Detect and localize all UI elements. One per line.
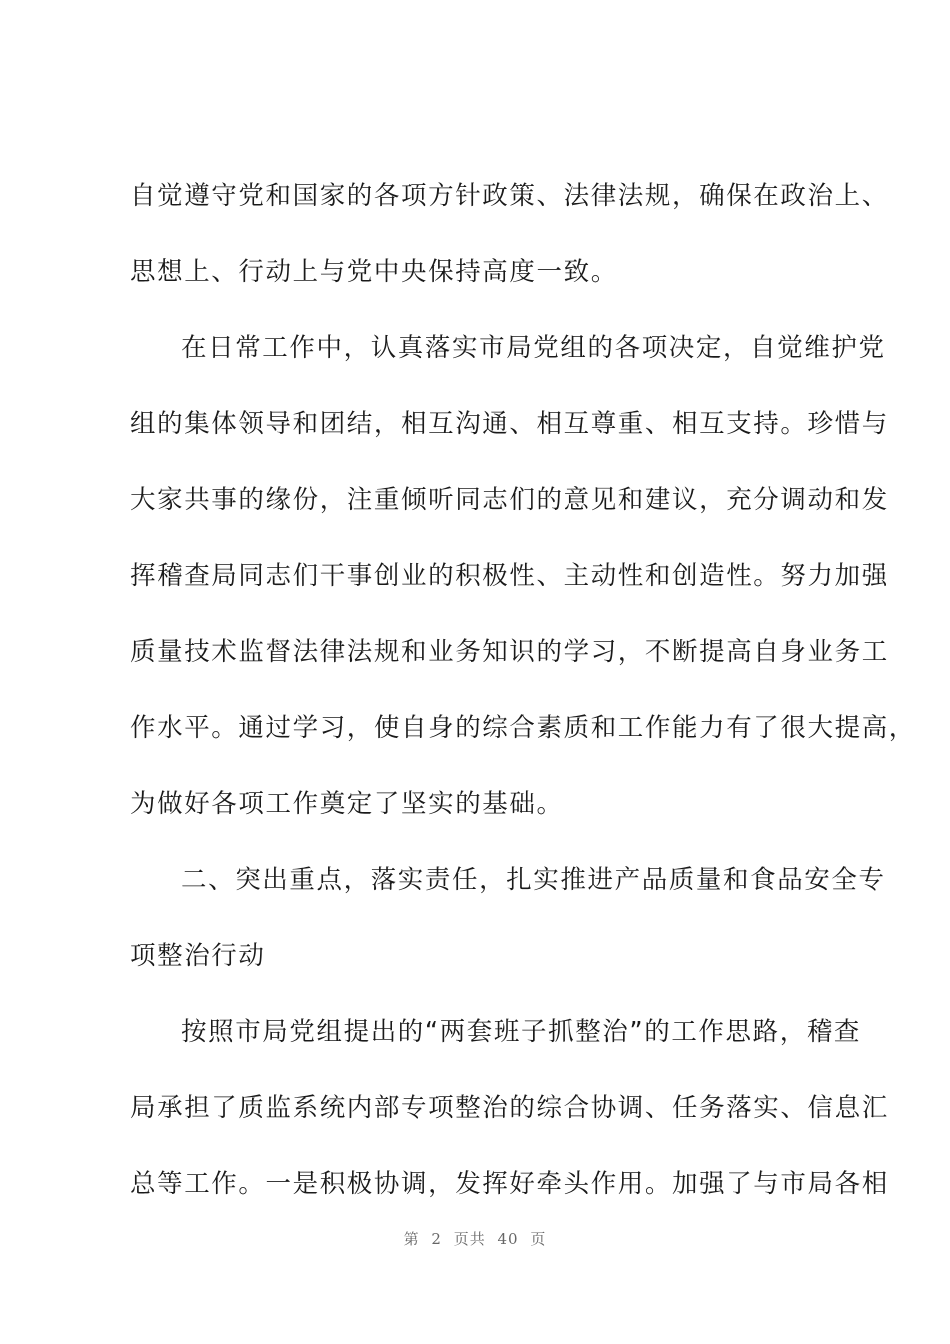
section-heading-line-1: 二、突出重点，落实责任，扎实推进产品质量和食品安全专 xyxy=(181,865,886,895)
page-number-footer: 第 2 页共 40 页 xyxy=(403,1230,547,1248)
text-line-6: 挥稽查局同志们干事创业的积极性、主动性和创造性。努力加强 xyxy=(130,561,889,591)
text-line-13: 局承担了质监系统内部专项整治的综合协调、任务落实、信息汇 xyxy=(130,1093,889,1123)
text-line-3: 在日常工作中，认真落实市局党组的各项决定，自觉维护党 xyxy=(181,333,886,363)
text-line-2: 思想上、行动上与党中央保持高度一致。 xyxy=(130,257,618,287)
text-line-8: 作水平。通过学习，使自身的综合素质和工作能力有了很大提高， xyxy=(130,713,916,743)
text-line-12: 按照市局党组提出的“两套班子抓整治”的工作思路，稽查 xyxy=(181,1017,862,1047)
text-line-1: 自觉遵守党和国家的各项方针政策、法律法规，确保在政治上、 xyxy=(130,181,889,211)
text-line-9: 为做好各项工作奠定了坚实的基础。 xyxy=(130,789,564,819)
section-heading-line-2: 项整治行动 xyxy=(130,941,266,971)
body-text xyxy=(130,166,916,1230)
text-line-14: 总等工作。一是积极协调，发挥好牵头作用。加强了与市局各相 xyxy=(130,1169,889,1199)
text-line-4: 组的集体领导和团结，相互沟通、相互尊重、相互支持。珍惜与 xyxy=(130,409,889,439)
text-line-7: 质量技术监督法律法规和业务知识的学习，不断提高自身业务工 xyxy=(130,637,889,667)
text-line-5: 大家共事的缘份，注重倾听同志们的意见和建议，充分调动和发 xyxy=(130,485,889,515)
